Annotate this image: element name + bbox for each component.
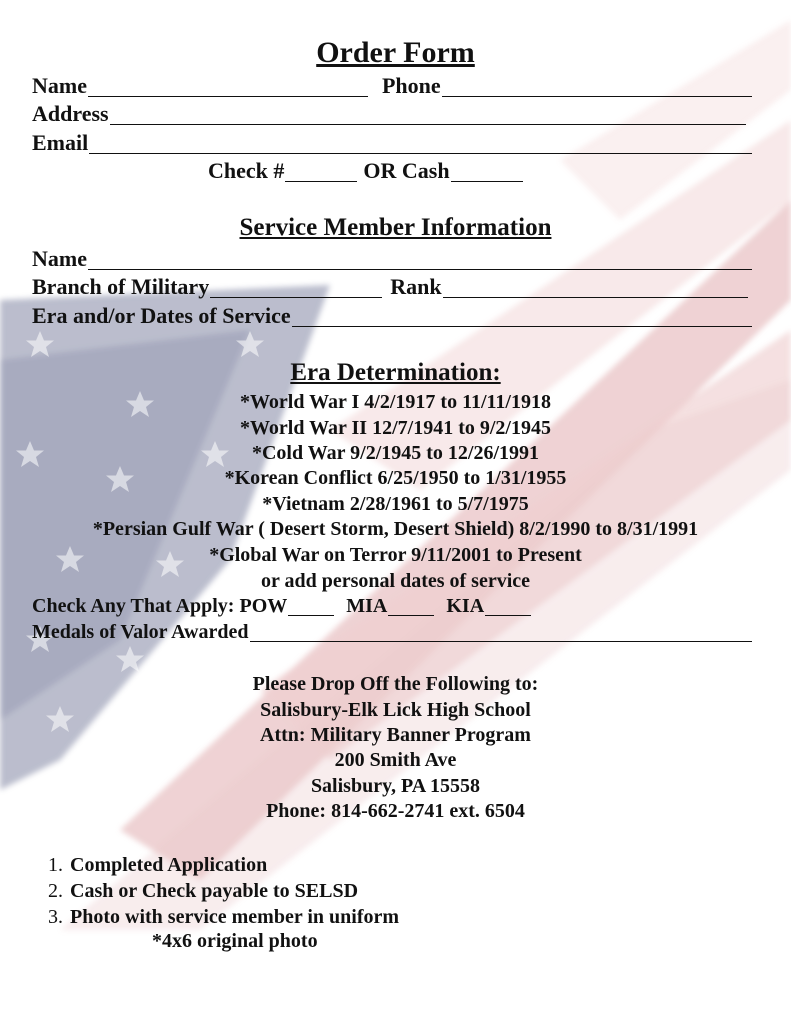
- era-dates-row: [32, 305, 752, 327]
- address-field[interactable]: [110, 107, 746, 125]
- email-label: Email: [32, 130, 89, 155]
- dropoff-line: Salisbury, PA 15558: [310, 775, 481, 797]
- list-number: 1.: [48, 854, 63, 876]
- name-field[interactable]: [88, 79, 368, 97]
- mia-label: MIA: [346, 595, 388, 617]
- era-dates-field[interactable]: [292, 309, 752, 327]
- era-item: *Korean Conflict 6/25/1950 to 1/31/1955: [224, 467, 567, 489]
- list-item-text: Completed Application: [70, 854, 268, 876]
- status-check-row: [32, 596, 752, 616]
- medals-row: [32, 622, 752, 642]
- era-item: *World War I 4/2/1917 to 11/11/1918: [240, 391, 551, 413]
- era-item: *Cold War 9/2/1945 to 12/26/1991: [251, 442, 540, 464]
- phone-label: Phone: [381, 73, 441, 98]
- check-number-label: Check #: [208, 158, 285, 183]
- rank-field[interactable]: [443, 280, 748, 298]
- or-cash-label: OR Cash: [363, 158, 450, 183]
- list-item: [48, 878, 399, 904]
- pow-field[interactable]: [288, 600, 334, 616]
- dropoff-line: Please Drop Off the Following to:: [252, 673, 539, 695]
- era-item: or add personal dates of service: [260, 570, 531, 592]
- era-dates-label: Era and/or Dates of Service: [32, 303, 291, 328]
- medals-label: Medals of Valor Awarded: [32, 621, 249, 643]
- era-item: *World War II 12/7/1941 to 9/2/1945: [240, 417, 551, 439]
- dropoff-line: Attn: Military Banner Program: [260, 724, 531, 746]
- requirements-list: [48, 852, 399, 930]
- check-number-field[interactable]: [285, 164, 357, 182]
- service-name-label: Name: [32, 246, 87, 271]
- pow-label: Check Any That Apply: POW: [32, 595, 288, 617]
- service-member-heading: Service Member Information: [239, 214, 552, 241]
- address-row: [32, 103, 752, 125]
- list-item-text: Photo with service member in uniform: [70, 906, 400, 928]
- list-number: 3.: [48, 906, 63, 928]
- branch-field[interactable]: [210, 280, 382, 298]
- medals-field[interactable]: [250, 626, 753, 642]
- era-item: *Vietnam 2/28/1961 to 5/7/1975: [262, 493, 529, 515]
- dropoff-line: Salisbury-Elk Lick High School: [260, 699, 531, 721]
- era-item: *Persian Gulf War ( Desert Storm, Desert Shield) 8/2/1990 to 8/31/1991: [92, 518, 699, 540]
- name-label: Name: [32, 73, 87, 98]
- era-item: *Global War on Terror 9/11/2001 to Present: [209, 544, 582, 566]
- email-field[interactable]: [89, 136, 752, 154]
- list-number: 2.: [48, 880, 63, 902]
- era-determination-heading: Era Determination:: [290, 359, 501, 386]
- list-item-text: Cash or Check payable to SELSD: [70, 880, 359, 902]
- dropoff-line: 200 Smith Ave: [334, 749, 457, 771]
- rank-label: Rank: [390, 274, 442, 299]
- dropoff-phone: Phone: 814-662-2741 ext. 6504: [266, 800, 525, 822]
- branch-label: Branch of Military: [32, 274, 210, 299]
- list-item: [48, 852, 399, 878]
- address-label: Address: [32, 101, 109, 126]
- branch-rank-row: [32, 276, 752, 298]
- customer-name-phone-row: [32, 75, 752, 97]
- service-name-row: [32, 248, 752, 270]
- service-name-field[interactable]: [88, 252, 752, 270]
- cash-field[interactable]: [451, 164, 523, 182]
- kia-label: KIA: [446, 595, 485, 617]
- mia-field[interactable]: [388, 600, 434, 616]
- photo-note: *4x6 original photo: [152, 930, 318, 952]
- email-row: [32, 132, 752, 154]
- list-item: [48, 904, 399, 930]
- page-title: Order Form: [316, 36, 475, 69]
- phone-field[interactable]: [442, 79, 752, 97]
- payment-row: [208, 160, 568, 182]
- kia-field[interactable]: [485, 600, 531, 616]
